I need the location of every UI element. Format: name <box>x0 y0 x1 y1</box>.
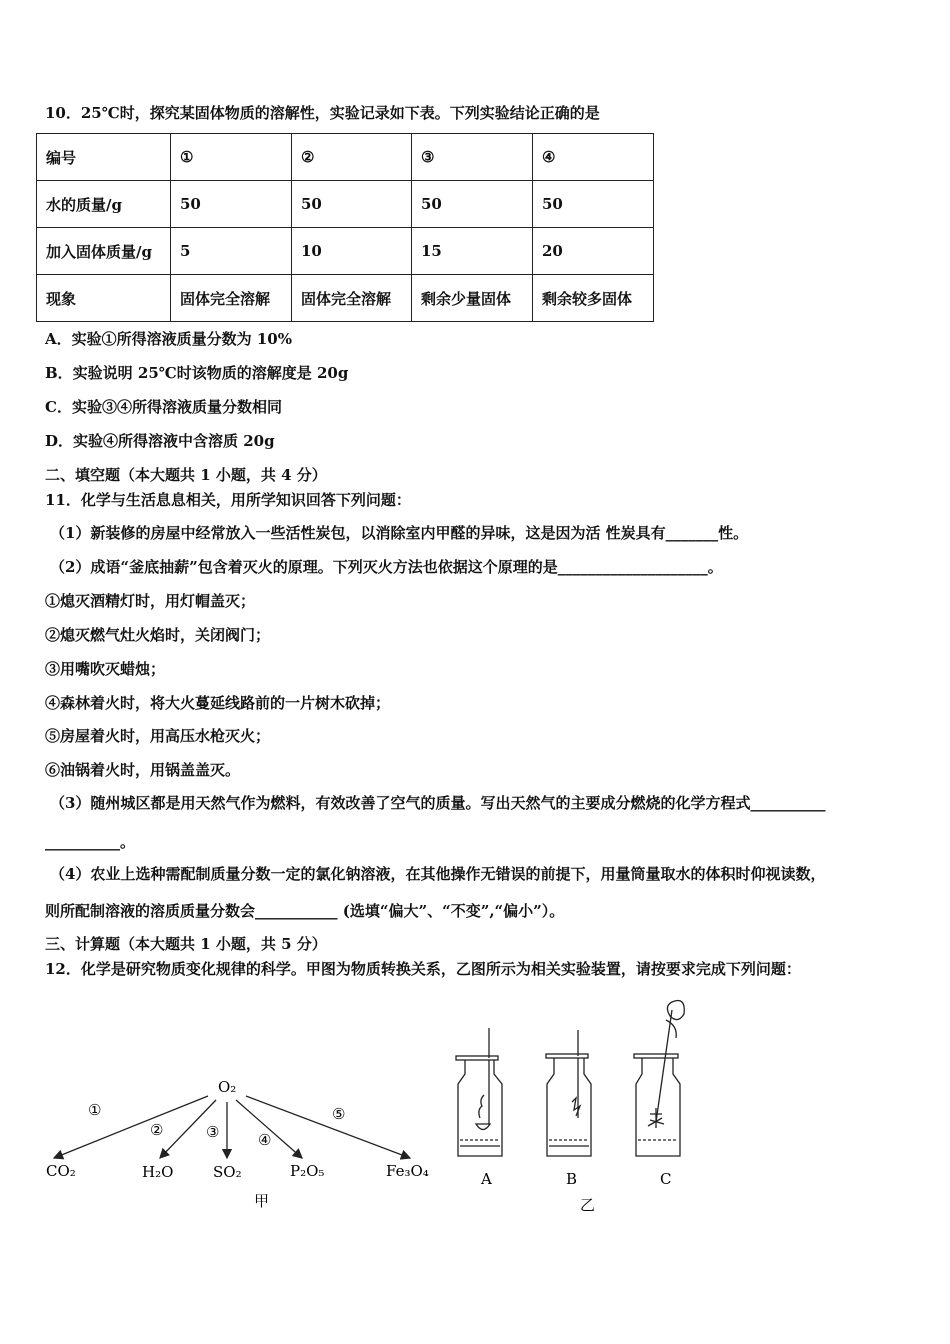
product-fe3o4: Fe₃O₄ <box>386 1162 429 1180</box>
q10-option-a: A．实验①所得溶液质量分数为 10% <box>45 330 292 348</box>
bottle-label-a: A <box>481 1170 492 1188</box>
diagram-yi <box>450 990 710 1215</box>
table-cell: 50 <box>533 181 654 228</box>
method-item: ②熄灭燃气灶火焰时，关闭阀门； <box>45 626 271 644</box>
table-cell: 50 <box>412 181 533 228</box>
method-item: ④森林着火时，将大火蔓延线路前的一片树木砍掉； <box>45 694 391 712</box>
arrow-4 <box>236 1100 302 1158</box>
table-cell: ④ <box>533 134 654 181</box>
q11-part-3: （3）随州城区都是用天然气作为燃料，有效改善了空气的质量。写出天然气的主要成分燃烧的化学方程式__________ <box>50 794 826 812</box>
table-cell: 15 <box>412 228 533 275</box>
table-cell: 编号 <box>37 134 171 181</box>
bottle-b <box>546 1030 591 1156</box>
solubility-table <box>36 133 654 322</box>
diagram-jia-caption: 甲 <box>254 1192 270 1210</box>
table-cell: 水的质量/g <box>37 181 171 228</box>
bottle-label-c: C <box>660 1170 672 1188</box>
table-cell: 50 <box>292 181 412 228</box>
product-p2o5: P₂O₅ <box>290 1162 325 1180</box>
method-item: ⑤房屋着火时，用高压水枪灭火； <box>45 727 271 745</box>
q11-part-4: （4）农业上选种需配制质量分数一定的氯化钠溶液，在其他操作无错误的前提下，用量筒量取水的体积时仰视读数， <box>50 865 826 883</box>
table-row <box>37 275 654 322</box>
q10-option-b: B．实验说明 25℃时该物质的溶解度是 20g <box>45 364 349 382</box>
product-h2o: H₂O <box>142 1163 174 1181</box>
section-2-heading: 二、填空题（本大题共 1 小题，共 4 分） <box>45 466 327 484</box>
q12-stem: 12．化学是研究物质变化规律的科学。甲图为物质转换关系，乙图所示为相关实验装置，请按要求完成下列问题： <box>45 960 801 978</box>
section-3-heading: 三、计算题（本大题共 1 小题，共 5 分） <box>45 935 327 953</box>
method-item: ③用嘴吹灭蜡烛； <box>45 660 166 678</box>
table-cell: 50 <box>171 181 292 228</box>
method-item: ①熄灭酒精灯时，用灯帽盖灭； <box>45 592 256 610</box>
table-cell: ① <box>171 134 292 181</box>
q11-part-4-continued: 则所配制溶液的溶质质量分数会___________ (选填“偏大”、“不变”,“偏小”）。 <box>45 902 565 920</box>
arrow-label-5: ⑤ <box>332 1105 346 1123</box>
table-cell: 剩余少量固体 <box>412 275 533 322</box>
diagram-yi-caption: 乙 <box>580 1196 596 1214</box>
diagram-jia <box>40 1070 440 1215</box>
table-cell: 加入固体质量/g <box>37 228 171 275</box>
table-cell: ② <box>292 134 412 181</box>
q10-option-d: D．实验④所得溶液中含溶质 20g <box>45 432 275 450</box>
table-cell: 固体完全溶解 <box>292 275 412 322</box>
table-row <box>37 228 654 275</box>
arrow-label-3: ③ <box>206 1123 220 1141</box>
bottle-label-b: B <box>566 1170 578 1188</box>
bottle-a <box>456 1028 502 1156</box>
arrow-1 <box>54 1096 208 1158</box>
q11-stem: 11．化学与生活息息相关，用所学知识回答下列问题： <box>45 491 411 509</box>
table-cell: 20 <box>533 228 654 275</box>
table-row <box>37 181 654 228</box>
table-row <box>37 134 654 181</box>
q11-part-1: （1）新装修的房屋中经常放入一些活性炭包，以消除室内甲醛的异味，这是因为活 性炭具有_______性。 <box>50 524 749 542</box>
table-cell: 剩余较多固体 <box>533 275 654 322</box>
q10-stem: 10．25℃时，探究某固体物质的溶解性，实验记录如下表。下列实验结论正确的是 <box>45 104 600 122</box>
arrow-label-1: ① <box>88 1101 102 1119</box>
product-co2: CO₂ <box>46 1162 76 1180</box>
arrow-label-2: ② <box>150 1121 164 1139</box>
table-cell: 5 <box>171 228 292 275</box>
bottle-c <box>634 1001 684 1157</box>
product-so2: SO₂ <box>213 1163 242 1181</box>
q11-part-3-blank: __________。 <box>45 833 136 851</box>
table-cell: 固体完全溶解 <box>171 275 292 322</box>
q11-part-2: （2）成语“釜底抽薪”包含着灭火的原理。下列灭火方法也依据这个原理的是____________________。 <box>50 558 723 576</box>
arrow-label-4: ④ <box>258 1131 272 1149</box>
table-cell: 10 <box>292 228 412 275</box>
oxygen-label: O₂ <box>218 1078 237 1096</box>
table-cell: ③ <box>412 134 533 181</box>
q10-option-c: C．实验③④所得溶液质量分数相同 <box>45 398 282 416</box>
table-cell: 现象 <box>37 275 171 322</box>
method-item: ⑥油锅着火时，用锅盖盖灭。 <box>45 761 241 779</box>
